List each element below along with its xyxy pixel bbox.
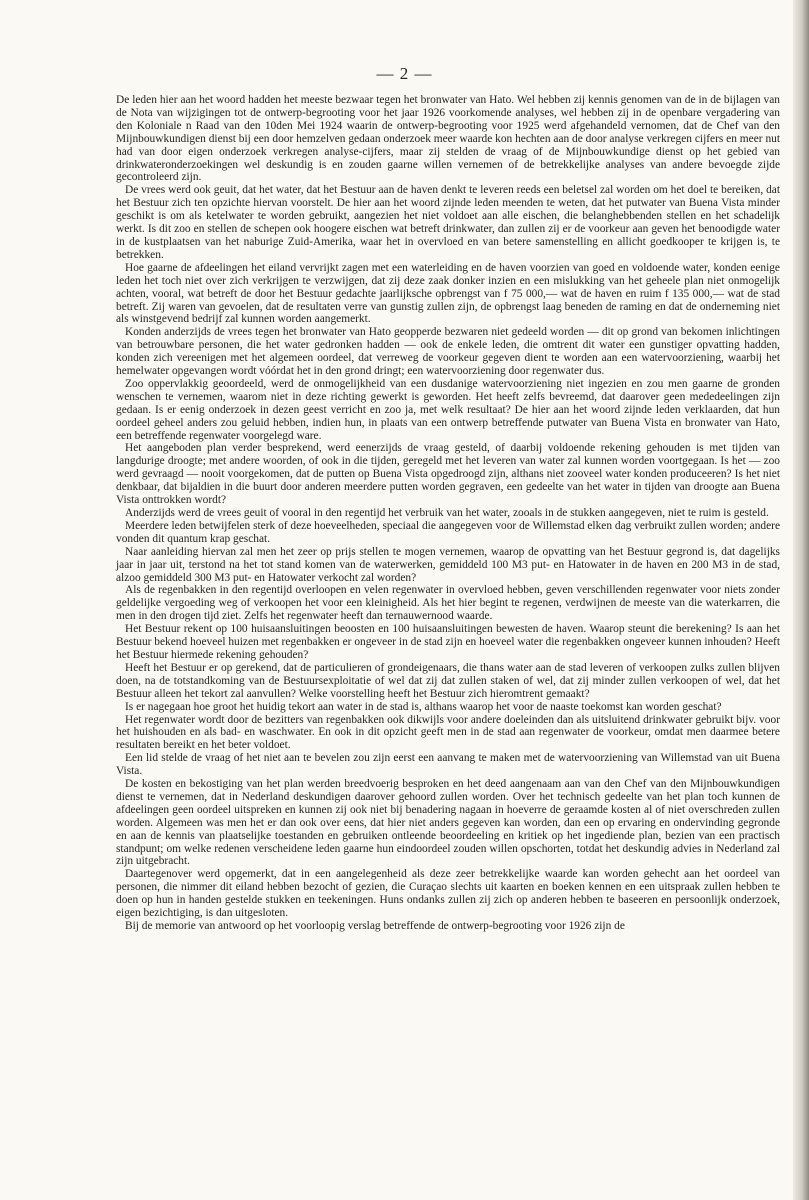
paragraph: Meerdere leden betwijfelen sterk of deze hoeveelheden, speciaal die aangegeven voor de Willemstad elken dag verbruikt zullen worden; andere vonden dit quantum krap geschat.	[116, 519, 780, 545]
paragraph: Het Bestuur rekent op 100 huisaansluitingen beoosten en 100 huisaansluitingen bewesten de haven. Waarop steunt die berekening? Is aan het Bestuur bekend hoeveel huizen met regenbakken er ongeveer in de stad zijn en hoeveel water die regenbakken ongeveer kunnen inhouden? Heeft het Bestuur hiermede rekening gehouden?	[116, 623, 780, 661]
paragraph: De kosten en bekostiging van het plan werden breedvoerig besproken en het deed aangenaam aan van den Chef van den Mijnbouwkundigen dienst te vernemen, dat in Nederland deskundigen daarover gehoord zullen worden. Over het technisch gedeelte van het plan toch kunnen de afdeelingen geen oordeel uitspreken en kunnen zij ook niet bij benadering nagaan in hoeverre de geraamde kosten al of niet overschreden zullen worden. Algemeen was men het er dan ook over eens, dat hier niet anders gegeven kan worden, dan een op ervaring en ondervinding gegronde en aan de kennis van plaatselijke toestanden en gebruiken ontleende beoordeeling en kritiek op het ingediende plan, bezien van een practisch standpunt; om welke redenen verscheidene leden gaarne hun eindoordeel zouden willen opschorten, totdat het deskundig advies in Nederland zal zijn uitgebracht.	[116, 778, 780, 868]
paragraph: Het regenwater wordt door de bezitters van regenbakken ook dikwijls voor andere doeleinden dan als uitsluitend drinkwater gebruikt bijv. voor het huishouden en als bad- en waschwater. En ook in dit opzicht geeft men in de stad aan regenwater de voorkeur, omdat men daarmee betere resultaten bereikt en het beter voldoet.	[116, 713, 780, 752]
paragraph: Als de regenbakken in den regentijd overloopen en velen regenwater in overvloed hebben, geven verschillenden regenwater voor niets zonder geldelijke vergoeding weg of verkoopen het voor een kleinigheid. Als het hier begint te regenen, verdwijnen de meeste van die waterkarren, die men in den drogen tijd ziet. Zelfs het regenwater heeft dan ternauwernood waarde.	[116, 584, 780, 623]
paragraph: Naar aanleiding hiervan zal men het zeer op prijs stellen te mogen vernemen, waarop de opvatting van het Bestuur gegrond is, dat dagelijks jaar in jaar uit, terstond na het tot stand komen van de waterwerken, gemiddeld 100 M3 put- en Hatowater in de haven en 200 M3 in de stad, alzoo gemiddeld 300 M3 put- en Hatowater verkocht zal worden?	[116, 545, 780, 584]
body-text	[116, 94, 780, 933]
paragraph: Is er nagegaan hoe groot het huidig tekort aan water in de stad is, althans waarop het voor de naaste toekomst kan worden geschat?	[125, 700, 722, 713]
paragraph: Heeft het Bestuur er op gerekend, dat de particulieren of grondeigenaars, die thans water aan de stad leveren of verkoopen zulks zullen blijven doen, na de totstandkoming van de Bestuursexploitatie of wel dat zij dat zullen staken of wel, dat zij minder zullen verkoopen of wel, dat het Bestuur alleen het tekort zal aanvullen? Welke voorstelling heeft het Bestuur zich hieromtrent gemaakt?	[116, 661, 780, 700]
paragraph: Konden anderzijds de vrees tegen het bronwater van Hato geopperde bezwaren niet gedeeld worden — dit op grond van bekomen inlichtingen van betrouwbare personen, die het water gedronken hadden — ook de enkele leden, die omtrent dit water een gunstiger opvatting hadden, konden zich vereenigen met het algemeen oordeel, dat verreweg de voorkeur gegeven dient te worden aan een watervoorziening, waarbij het hemelwater opgevangen wordt vóórdat het in den grond dringt; een watervoorziening door regenwater dus.	[116, 326, 780, 378]
paragraph: Hoe gaarne de afdeelingen het eiland vervrijkt zagen met een waterleiding en de haven voorzien van goed en voldoende water, konden eenige leden het toch niet over zich verkrijgen te verzwijgen, dat zij deze zaak donker inzien en een mislukking van het geheele plan niet onmogelijk achten, vooral, wat betreft de door het Bestuur gedachte jaarlijksche opbrengst van f 75 000,— wat de haven en ruim f 135 000,— wat de stad betreft. Zij waren van gevoelen, dat de resultaten verre van gunstig zullen zijn, de opbrengst laag beneden de raming en dat de onderneming niet als winstgevend bedrijf zal kunnen worden aangemerkt.	[116, 261, 780, 326]
paragraph: De leden hier aan het woord hadden het meeste bezwaar tegen het bronwater van Hato. Wel hebben zij kennis genomen van de in de bijlagen van de Nota van wijzigingen tot de ontwerp-begrooting voor het jaar 1926 voorkomende analyses, wel hebben zij in de openbare vergadering van den Koloniale n Raad van den 10den Mei 1924 waarin de ontwerp-begrooting voor 1925 werd afgehandeld vernomen, dat de Chef van den Mijnbouwkundigen dienst bij een door hemzelven gedaan onderzoek meer waarde kon hechten aan de door analyse verkregen cijfers en meer nut had van door eigen onderzoek verkregen analyse-cijfers, maar zij stelden de vraag of de Mijnbouwkundige dienst op het gebied van drinkwateronderzoekingen wel deskundig is en zouden gaarne willen vernemen of de betrekkelijke analyses van andere bevoegde zijde gecontroleerd zijn.	[116, 94, 780, 184]
paragraph: Daartegenover werd opgemerkt, dat in een aangelegenheid als deze zeer betrekkelijke waarde kan worden gehecht aan het oordeel van personen, die nimmer dit eiland hebben bezocht of gezien, die Curaçao slechts uit kaarten en boeken kennen en een uitspraak zullen hebben te doen op hun in handen gestelde stukken en teekeningen. Huns ondanks zullen zij zich op anderen hebben te baseeren en persoonlijk onderzoek, eigen bezichtiging, is dan uitgesloten.	[116, 868, 780, 920]
page-number: — 2 —	[376, 64, 433, 83]
paragraph: Het aangeboden plan verder besprekend, werd eenerzijds de vraag gesteld, of daarbij voldoende rekening gehouden is met tijden van langdurige droogte; met andere woorden, of ook in die tijden, geregeld met het leveren van water zal kunnen worden voortgegaan. Is het — zoo werd gevraagd — nooit voorgekomen, dat de putten op Buena Vista opgedroogd zijn, althans niet zooveel water konden produceeren? Is het niet denkbaar, dat bijaldien in die buurt door anderen meerdere putten worden gegraven, een gedeelte van het water in tijden van droogte aan Buena Vista onttrokken wordt?	[116, 442, 780, 507]
paragraph: Zoo oppervlakkig geoordeeld, werd de onmogelijkheid van een dusdanige watervoorziening niet ingezien en zou men gaarne de gronden wenschen te vernemen, waarom niet in deze richting gewerkt is geworden. Het heeft zelfs bevreemd, dat daarover geen mededeelingen zijn gedaan. Is er eenig onderzoek in dezen geest verricht en zoo ja, met welk resultaat? De hier aan het woord zijnde leden verklaarden, dat hun oordeel geheel anders zou geluid hebben, indien hun, in plaats van een ontwerp betreffende putwater van Buena Vista en bronwater van Hato, een betreffende regenwater voorgelegd ware.	[116, 377, 780, 442]
paragraph: Anderzijds werd de vrees geuit of vooral in den regentijd het verbruik van het water, zooals in de stukken aangegeven, niet te ruim is gesteld.	[125, 507, 769, 519]
page-binding-edge	[793, 0, 809, 1200]
paragraph: Bij de memorie van antwoord op het voorloopig verslag betreffende de ontwerp-begrooting voor 1926 zijn de	[125, 920, 625, 932]
paragraph: Een lid stelde de vraag of het niet aan te bevelen zou zijn eerst een aanvang te maken met de watervoorziening van Willemstad van uit Buena Vista.	[116, 752, 780, 778]
paragraph: De vrees werd ook geuit, dat het water, dat het Bestuur aan de haven denkt te leveren reeds een beletsel zal worden om het doel te bereiken, dat het Bestuur zich ten opzichte hiervan voorstelt. De hier aan het woord zijnde leden meenden te weten, dat het putwater van Buena Vista minder geschikt is om als ketelwater te worden gebruikt, aangezien het niet voldoet aan alle eischen, die belanghebbenden stellen en het schadelijk werkt. Is dit zoo en stellen de schepen ook hoogere eischen wat betreft drinkwater, dan zullen zij er de voorkeur aan geven het benoodigde water in de kustplaatsen van het naburige Zuid-Amerika, waar het in overvloed en van betere samenstelling en allicht goedkooper te krijgen is, te betrekken.	[116, 184, 780, 261]
